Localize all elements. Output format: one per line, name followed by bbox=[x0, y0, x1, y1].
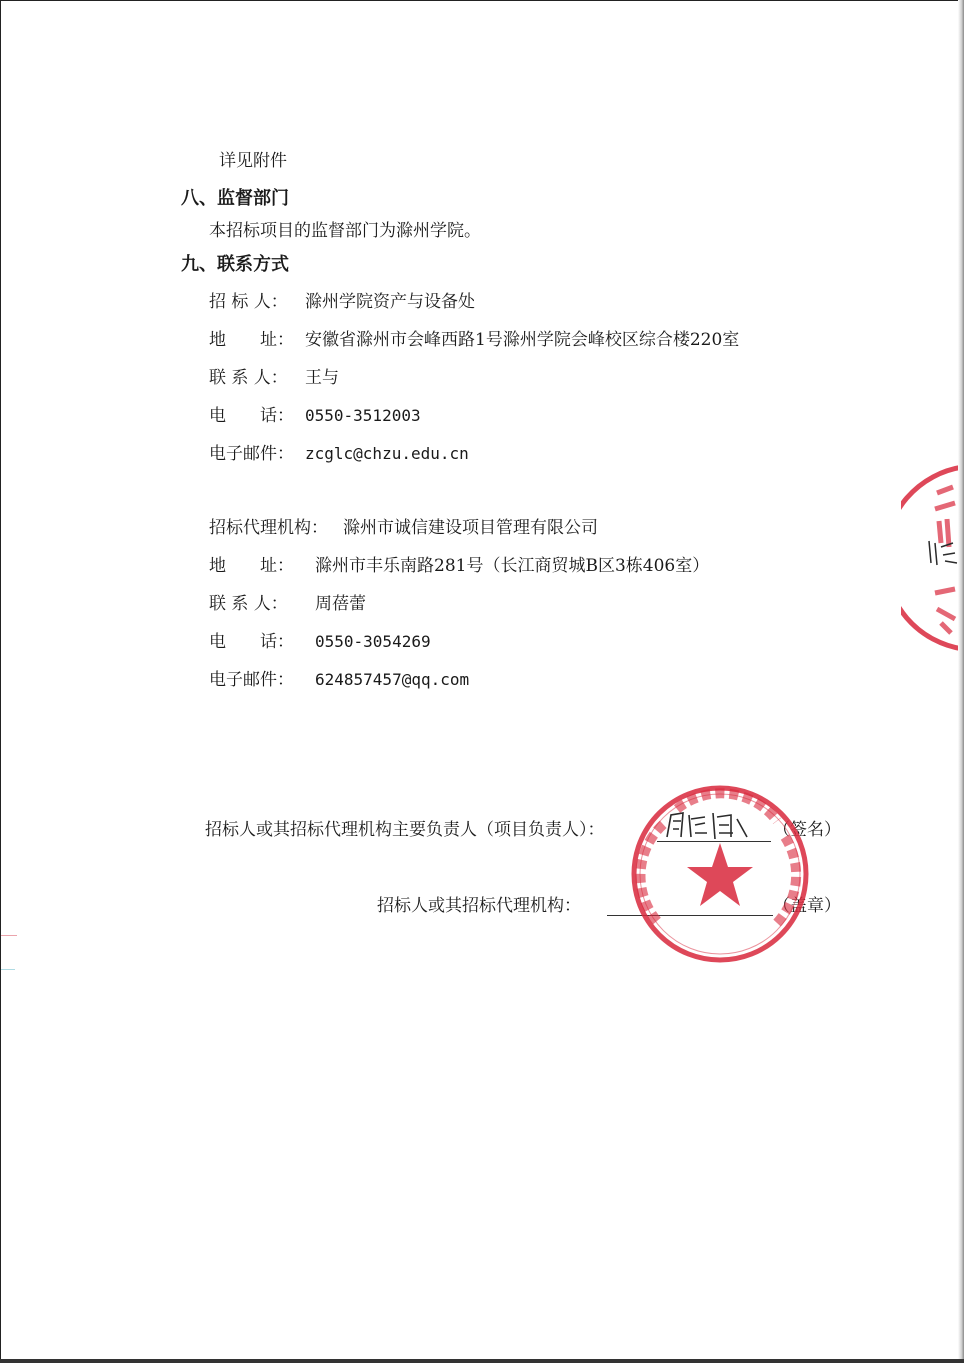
seal-suffix: （盖章） bbox=[773, 896, 841, 916]
agency-contact-label: 联 系 人： bbox=[209, 594, 288, 614]
tenderer-email-label: 电子邮件： bbox=[209, 444, 294, 464]
page-edge-bottom bbox=[0, 1359, 964, 1363]
section-9-heading: 九、联系方式 bbox=[181, 254, 289, 275]
scan-artifact bbox=[1, 969, 15, 970]
agency-contact: 周蓓蕾 bbox=[315, 594, 366, 614]
tenderer-contact-label: 联 系 人： bbox=[209, 368, 288, 388]
agency-phone-label: 电 话： bbox=[209, 632, 294, 652]
tenderer-address-label: 地 址： bbox=[209, 330, 294, 350]
agency-email-label: 电子邮件： bbox=[209, 670, 294, 690]
agency-seal-label: 招标人或其招标代理机构： bbox=[377, 896, 581, 916]
tenderer-email: zcglc@chzu.edu.cn bbox=[305, 444, 469, 463]
agency-name-label: 招标代理机构： bbox=[209, 518, 328, 538]
section-8-heading: 八、监督部门 bbox=[181, 188, 289, 209]
agency-address-label: 地 址： bbox=[209, 556, 294, 576]
signature-suffix: （签名） bbox=[773, 820, 841, 840]
responsible-person-label: 招标人或其招标代理机构主要负责人（项目负责人）： bbox=[205, 820, 605, 840]
agency-email: 624857457@qq.com bbox=[315, 670, 470, 689]
scan-artifact bbox=[1, 935, 17, 936]
partial-seal-stamp bbox=[901, 463, 963, 653]
attachment-note: 详见附件 bbox=[219, 151, 287, 171]
tenderer-phone-label: 电 话： bbox=[209, 406, 294, 426]
tenderer-name: 滁州学院资产与设备处 bbox=[305, 292, 475, 312]
section-8-body: 本招标项目的监督部门为滁州学院。 bbox=[209, 221, 481, 241]
tenderer-name-label: 招 标 人： bbox=[209, 292, 288, 312]
official-seal-stamp bbox=[627, 781, 813, 967]
agency-phone: 0550-3054269 bbox=[315, 632, 431, 651]
page-edge-shadow bbox=[958, 0, 964, 1363]
agency-address: 滁州市丰乐南路281号（长江商贸城B区3栋406室） bbox=[315, 556, 710, 576]
tenderer-phone: 0550-3512003 bbox=[305, 406, 421, 425]
tenderer-address: 安徽省滁州市会峰西路1号滁州学院会峰校区综合楼220室 bbox=[305, 330, 740, 350]
tenderer-contact: 王与 bbox=[305, 368, 339, 388]
agency-name: 滁州市诚信建设项目管理有限公司 bbox=[343, 518, 598, 538]
